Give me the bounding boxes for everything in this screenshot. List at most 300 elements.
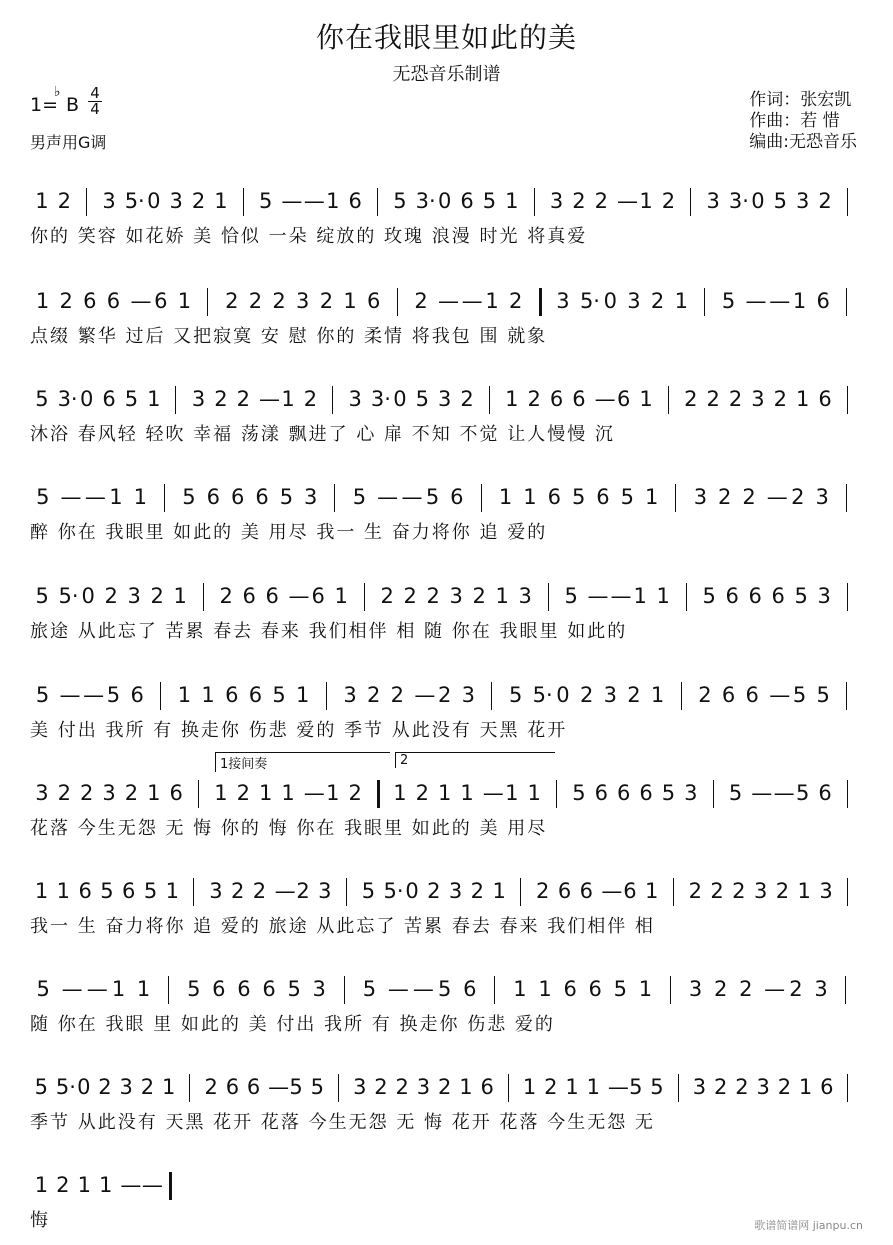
barline xyxy=(189,1074,190,1102)
note: 3 xyxy=(353,1075,367,1099)
note: 6 xyxy=(818,387,832,411)
note: — xyxy=(86,977,108,1001)
note: 1 xyxy=(34,1173,49,1197)
note: 2 xyxy=(661,189,676,213)
note: 6 xyxy=(106,289,121,313)
note: 3 xyxy=(343,683,357,707)
note: 2 xyxy=(104,584,118,608)
lyric-line: 季节 从此没有 天黑 花开 花落 今生无怨 无 悔 花开 花落 今生无怨 无 xyxy=(30,1112,655,1133)
note: 6 xyxy=(265,584,279,608)
note: 3 xyxy=(461,683,476,707)
note: 3 xyxy=(448,879,463,903)
notation-system xyxy=(30,384,860,456)
barline xyxy=(847,188,848,216)
note: 3· xyxy=(728,189,749,213)
note: 3· xyxy=(57,387,78,411)
note: 2 xyxy=(57,781,71,805)
note: 6 xyxy=(83,289,97,313)
note: 6 xyxy=(460,189,474,213)
note: 2 xyxy=(214,387,228,411)
note-row xyxy=(30,482,860,514)
note: 1 xyxy=(586,1075,600,1099)
note: 5 xyxy=(571,485,586,509)
note: 3 xyxy=(102,189,116,213)
note: 6 xyxy=(225,1075,240,1099)
note: 6 xyxy=(547,485,561,509)
note: 3 xyxy=(556,289,570,313)
barline xyxy=(508,1074,509,1102)
note: 2 xyxy=(775,879,790,903)
note: 3 xyxy=(706,189,720,213)
first-ending-bracket: 1接间奏 xyxy=(215,752,390,772)
note: 2 xyxy=(527,387,541,411)
note: 3 xyxy=(296,289,310,313)
notation-system xyxy=(30,581,860,653)
note: — xyxy=(773,781,795,805)
note: 1 xyxy=(214,189,228,213)
note: 3 xyxy=(627,289,641,313)
note: 3 xyxy=(603,683,617,707)
note: 2 xyxy=(403,584,417,608)
barline xyxy=(494,976,495,1004)
note: 3 xyxy=(693,485,708,509)
time-top: 4 xyxy=(90,84,100,102)
note: 6 xyxy=(745,683,759,707)
note: 5 xyxy=(572,781,586,805)
notation-system xyxy=(30,876,860,948)
barline xyxy=(668,386,669,414)
note: 1 xyxy=(656,584,670,608)
barline xyxy=(846,682,847,710)
note: 6 xyxy=(588,977,602,1001)
note: 2 xyxy=(303,387,318,411)
note: — xyxy=(84,485,106,509)
note: 1 xyxy=(792,289,807,313)
composer: 作曲：若 惜 xyxy=(749,111,840,131)
note: 2 xyxy=(204,1075,218,1099)
barline xyxy=(847,780,848,808)
note: 6 xyxy=(122,879,136,903)
lyric-line: 你的 笑容 如花娇 美 恰似 一朵 绽放的 玫瑰 浪漫 时光 将真爱 xyxy=(30,226,588,247)
note: 2 xyxy=(415,781,429,805)
note: 3· xyxy=(370,387,391,411)
note: 5 xyxy=(702,584,716,608)
note: 1 xyxy=(35,189,49,213)
note-row xyxy=(30,186,860,218)
note: 1 xyxy=(796,387,810,411)
note: 1 xyxy=(798,1075,813,1099)
note: 1 xyxy=(177,289,192,313)
note: — xyxy=(281,189,303,213)
note: 1 xyxy=(633,584,647,608)
note: 6 xyxy=(102,387,116,411)
note: 6 xyxy=(246,1075,261,1099)
note: 1 xyxy=(177,683,192,707)
note: 2 xyxy=(319,289,334,313)
barline xyxy=(847,386,848,414)
note: 1 xyxy=(505,387,519,411)
note: 6 xyxy=(596,485,610,509)
lyric-line: 随 你在 我眼 里 如此的 美 付出 我所 有 换走你 伤悲 爱的 xyxy=(30,1014,555,1035)
time-signature xyxy=(88,86,102,117)
note: 6 xyxy=(725,584,739,608)
note: 3 xyxy=(449,584,463,608)
note: 2 xyxy=(248,289,263,313)
note: 6 xyxy=(231,485,245,509)
note: 5 xyxy=(773,189,788,213)
note: 3 xyxy=(209,879,223,903)
barline xyxy=(556,780,557,808)
note: 5· xyxy=(383,879,404,903)
note: 6 xyxy=(154,289,168,313)
note: 5 xyxy=(613,977,627,1001)
notation-system xyxy=(30,778,860,850)
note: 3 xyxy=(814,977,828,1001)
barline xyxy=(681,682,682,710)
barline xyxy=(377,188,378,216)
note: 2 xyxy=(296,879,310,903)
note: 3 xyxy=(751,387,765,411)
note: 5 xyxy=(728,781,743,805)
note: 6 xyxy=(348,189,362,213)
barline xyxy=(673,878,674,906)
note: 2 xyxy=(742,485,756,509)
note: 2 xyxy=(773,387,788,411)
note: 2 xyxy=(594,189,609,213)
key-prefix: 1= xyxy=(30,94,59,116)
note: — xyxy=(438,289,459,313)
note: 5 xyxy=(187,977,201,1001)
note-row xyxy=(30,384,860,416)
note: — xyxy=(401,485,423,509)
note: 1 xyxy=(505,189,519,213)
note: 5 xyxy=(258,189,273,213)
note: 6 xyxy=(623,879,637,903)
note: 6 xyxy=(816,289,830,313)
notation-system xyxy=(30,482,860,554)
note: 2 xyxy=(236,781,250,805)
note: 3 xyxy=(119,1075,133,1099)
note: 5· xyxy=(124,189,145,213)
note: 2 xyxy=(650,289,665,313)
note: 1 xyxy=(258,781,273,805)
note: 1 xyxy=(201,683,215,707)
note: — xyxy=(387,977,409,1001)
note: 2 xyxy=(414,289,428,313)
note: 1 xyxy=(639,387,653,411)
note: 2 xyxy=(791,485,805,509)
note: 2 xyxy=(818,189,832,213)
note: 2 xyxy=(79,781,94,805)
note: 6 xyxy=(563,977,577,1001)
note: 2 xyxy=(272,289,286,313)
barline xyxy=(491,682,492,710)
note: 2 xyxy=(374,1075,388,1099)
note: 0 xyxy=(405,879,419,903)
note: 2 xyxy=(777,1075,792,1099)
note: — xyxy=(258,387,280,411)
note: 6 xyxy=(237,977,251,1001)
note: 5 xyxy=(36,977,50,1001)
note: 2 xyxy=(57,189,71,213)
note: 2 xyxy=(191,189,206,213)
barline xyxy=(164,484,165,512)
note: 6 xyxy=(818,781,832,805)
note: 2 xyxy=(380,584,394,608)
barline xyxy=(539,288,542,316)
note: 5 xyxy=(182,485,196,509)
lyric-line: 悔 xyxy=(30,1210,50,1231)
note: 3 xyxy=(819,879,833,903)
note: 0 xyxy=(603,289,617,313)
note: 1 xyxy=(281,781,295,805)
lyric-line: 我一 生 奋力将你 追 爱的 旅途 从此忘了 苦累 春去 春来 我们相伴 相 xyxy=(30,916,655,937)
note: — xyxy=(601,879,623,903)
note: 1 xyxy=(674,289,688,313)
note: 5 xyxy=(629,1075,643,1099)
note: 6 xyxy=(549,387,564,411)
note: 3 xyxy=(756,1075,770,1099)
note: 2 xyxy=(627,683,641,707)
note: 5 xyxy=(425,485,440,509)
note-row xyxy=(30,286,860,318)
watermark: 歌谱简谱网 jianpu.cn xyxy=(754,1219,863,1232)
lyric-line: 美 付出 我所 有 换走你 伤悲 爱的 季节 从此没有 天黑 花开 xyxy=(30,720,568,741)
note: 0 xyxy=(81,584,95,608)
note: 2 xyxy=(348,781,362,805)
note: 2 xyxy=(438,683,452,707)
note: 5 xyxy=(650,1075,664,1099)
note: 5 xyxy=(796,781,810,805)
note: 3 xyxy=(304,485,318,509)
note: 5 xyxy=(794,584,808,608)
barline xyxy=(520,878,521,906)
note: 1 xyxy=(334,584,348,608)
note: 5· xyxy=(58,584,79,608)
note: 6 xyxy=(463,977,477,1001)
note: 6 xyxy=(771,584,785,608)
lyric-line: 点缀 繁华 过后 又把寂寞 安 慰 你的 柔情 将我包 围 就象 xyxy=(30,326,548,347)
lyric-line: 沐浴 春风轻 轻吹 幸福 荡漾 飘进了 心 扉 不知 不觉 让人慢慢 沉 xyxy=(30,424,615,445)
note: 5 xyxy=(143,879,158,903)
note: 5 xyxy=(35,387,49,411)
notation-system xyxy=(30,1072,860,1144)
barline xyxy=(207,288,208,316)
note: 3 xyxy=(815,485,829,509)
barline xyxy=(713,780,714,808)
note: 1 xyxy=(165,879,179,903)
barline xyxy=(203,583,204,611)
note: 5 xyxy=(106,683,121,707)
note: 6 xyxy=(212,977,226,1001)
note: 2 xyxy=(714,977,728,1001)
note: 6 xyxy=(557,879,572,903)
note: 1 xyxy=(498,485,513,509)
lyricist: 作词：张宏凯 xyxy=(749,90,852,110)
note: 3 xyxy=(549,189,564,213)
note: — xyxy=(268,1075,290,1099)
song-subtitle: 无恐音乐制谱 xyxy=(392,64,501,85)
note: 1 xyxy=(173,584,187,608)
note: 2 xyxy=(460,387,474,411)
note: 5 xyxy=(35,683,50,707)
note: 1 xyxy=(56,879,71,903)
note: 2 xyxy=(140,1075,155,1099)
note: 6 xyxy=(206,485,221,509)
note: 5 xyxy=(438,977,452,1001)
flat-sign: ♭ xyxy=(54,84,61,100)
note: 0 xyxy=(751,189,765,213)
note: — xyxy=(766,485,788,509)
barline xyxy=(481,484,482,512)
note: 1 xyxy=(650,683,665,707)
barline xyxy=(86,188,87,216)
barline xyxy=(168,976,169,1004)
note-row xyxy=(30,1072,860,1104)
barline xyxy=(675,484,676,512)
note: 2 xyxy=(59,289,73,313)
note: — xyxy=(594,387,616,411)
note: 6 xyxy=(594,781,609,805)
lyric-line: 旅途 从此忘了 苦累 春去 春来 我们相伴 相 随 你在 我眼里 如此的 xyxy=(30,621,628,642)
note: 3· xyxy=(415,189,436,213)
key-signature xyxy=(30,84,100,118)
note: 5 xyxy=(289,1075,303,1099)
note: 0 xyxy=(79,387,94,411)
note: 1 xyxy=(492,879,506,903)
note: 3 xyxy=(684,781,698,805)
barline xyxy=(334,484,335,512)
note: 5 xyxy=(508,683,523,707)
note: 2 xyxy=(470,879,485,903)
note: 6 xyxy=(480,1075,494,1099)
note: 6 xyxy=(617,781,631,805)
barline xyxy=(548,583,549,611)
note: 2 xyxy=(714,1075,728,1099)
note: — xyxy=(745,289,767,313)
barline xyxy=(326,682,327,710)
note: 6 xyxy=(262,977,276,1001)
note-row xyxy=(30,680,860,712)
note: 6 xyxy=(820,1075,834,1099)
note: 3 xyxy=(318,879,332,903)
note-row xyxy=(30,581,860,613)
note-row xyxy=(30,778,860,810)
note: 5 xyxy=(272,683,286,707)
note: 1 xyxy=(522,1075,537,1099)
note: 2 xyxy=(124,781,139,805)
time-bottom: 4 xyxy=(90,100,100,118)
note: 5 xyxy=(415,387,429,411)
barline xyxy=(845,976,846,1004)
notation-system xyxy=(30,974,860,1046)
note-row xyxy=(30,1170,860,1202)
note: — xyxy=(482,781,504,805)
note: 1 xyxy=(485,289,499,313)
note: 2 xyxy=(728,387,743,411)
voice-note: 男声用G调 xyxy=(30,133,107,152)
note: 6 xyxy=(617,387,631,411)
note: 1 xyxy=(109,485,123,509)
note: 3 xyxy=(312,977,326,1001)
note: 2 xyxy=(426,584,440,608)
note: 2 xyxy=(536,879,550,903)
barline xyxy=(704,288,705,316)
note: 6 xyxy=(639,781,653,805)
note: 1 xyxy=(639,189,653,213)
barline xyxy=(364,583,365,611)
note: — xyxy=(617,189,639,213)
barline xyxy=(243,188,244,216)
note: 2 xyxy=(236,387,250,411)
note: 2 xyxy=(544,1075,558,1099)
note: 3 xyxy=(191,387,206,411)
note: 3 xyxy=(127,584,141,608)
note: 5 xyxy=(124,387,139,411)
note: — xyxy=(61,977,83,1001)
note: 5 xyxy=(34,1075,48,1099)
note: 6 xyxy=(130,683,144,707)
note: 1 xyxy=(538,977,552,1001)
note: 0 xyxy=(556,683,570,707)
barline xyxy=(397,288,398,316)
note: 6 xyxy=(748,584,762,608)
note: 2 xyxy=(390,683,405,707)
note: 2 xyxy=(56,1173,70,1197)
note: 1 xyxy=(214,781,228,805)
note: 0 xyxy=(393,387,407,411)
note: 5 xyxy=(287,977,301,1001)
notation-system xyxy=(30,286,860,358)
note: 2 xyxy=(150,584,164,608)
barline xyxy=(690,188,691,216)
note: 5 xyxy=(816,683,830,707)
note: — xyxy=(751,781,773,805)
note: — xyxy=(83,683,105,707)
note: 5 xyxy=(352,485,367,509)
note: 3 xyxy=(348,387,362,411)
barline xyxy=(847,878,848,906)
note: 1 xyxy=(162,1075,176,1099)
note: 2 xyxy=(706,387,720,411)
note: 1 xyxy=(281,387,295,411)
note: 2 xyxy=(225,289,239,313)
note: 3 xyxy=(169,189,183,213)
note: 2 xyxy=(789,977,803,1001)
note: 1 xyxy=(459,1075,473,1099)
note: 1 xyxy=(505,781,519,805)
note: 2 xyxy=(698,683,712,707)
note-row xyxy=(30,974,860,1006)
note: 3 xyxy=(35,781,49,805)
note: 3 xyxy=(796,189,810,213)
notation-system xyxy=(30,1170,860,1242)
note: 5 xyxy=(393,189,407,213)
note: — xyxy=(303,781,325,805)
lyric-line: 花落 今生无怨 无 悔 你的 悔 你在 我眼里 如此的 美 用尽 xyxy=(30,818,548,839)
note: 2 xyxy=(735,1075,749,1099)
note: 2 xyxy=(572,189,586,213)
note: — xyxy=(607,1075,629,1099)
note: 1 xyxy=(111,977,126,1001)
note: — xyxy=(414,683,436,707)
barline xyxy=(847,1074,848,1102)
arranger: 编曲:无恐音乐 xyxy=(749,132,857,152)
note: 5 xyxy=(482,189,497,213)
note: — xyxy=(141,1173,163,1197)
note: 1 xyxy=(523,485,537,509)
note: 1 xyxy=(438,781,452,805)
